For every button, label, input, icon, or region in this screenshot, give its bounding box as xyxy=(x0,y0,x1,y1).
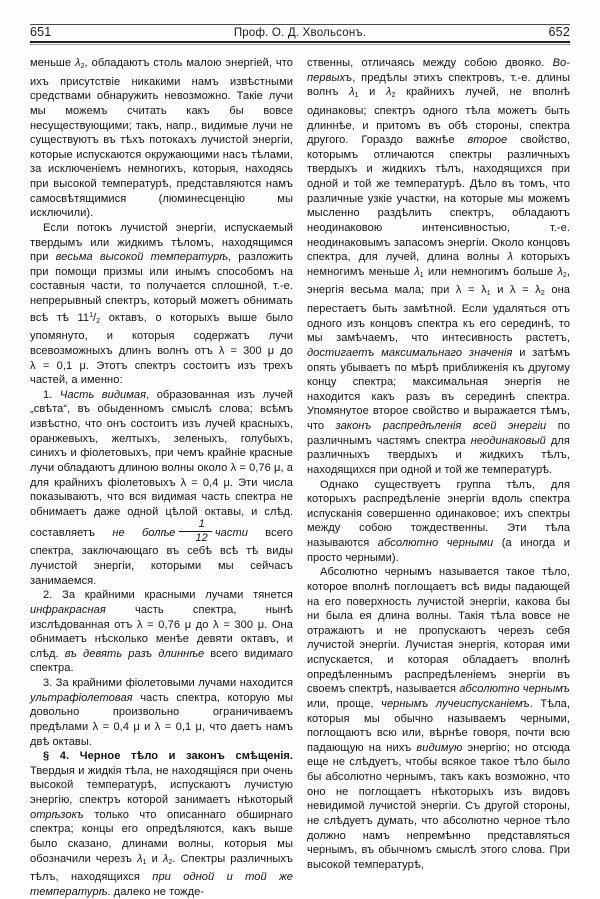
text-columns xyxy=(30,56,570,899)
text-run: , энергія весьма мала; при xyxy=(307,265,571,297)
lambda-subscript: 2 xyxy=(391,92,396,100)
text-run: и xyxy=(358,86,387,99)
text-run: За крайними фіолетовыми лучами находится xyxy=(55,677,293,689)
text-run: всего видимаго спектра. xyxy=(30,647,294,675)
text-run: . Спектры различныхъ тѣлъ, находящихся xyxy=(30,852,293,884)
lambda-symbol: λ xyxy=(507,251,513,264)
text-run: которыхъ немногимъ меньше xyxy=(307,251,570,278)
text-run: до xyxy=(191,618,214,631)
italic-term: второе xyxy=(467,134,508,147)
text-run: для различныхъ твердыхъ и жидкихъ тѣлъ, находящихся при одной и той же температурѣ. xyxy=(307,434,570,476)
paragraph-item-3 xyxy=(30,676,293,749)
text-run: октавъ, о которыхъ выше было упомянуто, и которыя содержатъ лучи всевозможныхъ длинъ волнъ отъ xyxy=(30,311,293,357)
equation-lambda-076: λ = 0,76 μ xyxy=(230,461,281,474)
lambda-symbol: λ xyxy=(162,852,169,865)
text-run: За крайними красными лучами тянется xyxy=(62,589,293,602)
text-run: (а иногда и просто черными). xyxy=(307,537,570,564)
lambda-symbol: λ xyxy=(557,265,563,278)
equation-lambda-300: λ = 300 μ xyxy=(218,344,275,357)
section-paragraph-4 xyxy=(30,749,293,899)
paragraph: Если потокъ лучистой энергіи, испускаемый твердымъ или жидкимъ тѣломъ, находящимся при весьма высокой температурѣ, разложить при помощи призмы или инымъ способомъ на составныя части, то получается сплошной, т.-е. непрерывный спектръ, который можетъ обнимать всѣ тѣ $11^1/_2$ октавъ, о которыхъ выше было упомянуто, и которыя содержатъ лучи всевозможныхъ длинъ волнъ отъ λ = 300 μ до λ = 0,1 μ. Этотъ спектръ состоитъ изъ трехъ частей, а именно: xyxy=(30,221,293,387)
italic-term: видимую xyxy=(416,741,463,754)
list-number: 3. xyxy=(43,677,56,689)
column-right xyxy=(307,56,570,899)
lambda-subscript: 1 xyxy=(419,271,424,279)
paragraph-black-body-definition xyxy=(307,565,570,872)
text-run: меньше xyxy=(30,57,76,69)
folio-right: 652 xyxy=(548,25,570,39)
text-run: и xyxy=(139,720,155,733)
list-number: 1. xyxy=(43,388,60,401)
text-run: до xyxy=(274,344,293,357)
text-run: . Этотъ спектръ состоитъ изъ трехъ частей, а именно: xyxy=(30,359,293,387)
text-run: ственны, отличаясь между собою двояко. xyxy=(307,57,553,69)
text-run: часть спектра, которую мы довольно произвольно ограничиваемъ предѣлами xyxy=(30,691,293,733)
equation-lambda-04: λ = 0,4 μ xyxy=(180,476,230,489)
text-run: . Эти числа показываютъ, что вся видимая часть спектра не обнимаетъ даже одной цѣлой октавы, и слѣд. составляетъ xyxy=(30,476,293,540)
text-run: Если потокъ лучистой энергіи, испускаемый твердымъ или жидкимъ тѣломъ, находящимся при xyxy=(30,221,293,264)
italic-phrase: при одной и той же температурѣ xyxy=(30,871,293,898)
lambda-subscript: 2 xyxy=(562,271,567,279)
section-heading: § 4. Черное тѣло и законъ смѣщенія. xyxy=(43,750,293,763)
italic-phrase: части xyxy=(214,527,248,540)
list-number: 2. xyxy=(43,589,63,602)
text-run: только что описаннаго обширнаго спектра; концы его опредѣляются, какъ выше было сказано, длинами волны, которыя мы обозначили черезъ xyxy=(30,808,293,865)
equation-lambda-300: λ = 300 μ xyxy=(213,618,265,631)
italic-term: неодинаковый xyxy=(470,434,546,447)
text-run: часть спектра, нынѣ изслѣдованная отъ xyxy=(30,603,293,631)
text-run: , предѣлы этихъ спектровъ, т.-е. длины волнъ xyxy=(307,71,570,99)
italic-phrase: достигаетъ максимальнаго значенія xyxy=(307,346,513,359)
fraction-denominator: 12 xyxy=(195,532,208,545)
italic-term: чернымъ лучеиспусканіемъ xyxy=(381,697,530,710)
text-run: Твердыя и жидкія тѣла, не находящіяся при очень высокой температурѣ, испускаютъ лучистую энергію, спектръ которой занимаетъ нѣкоторый xyxy=(30,764,293,806)
text-run: она перестаетъ быть замѣтной. Если удаляться отъ одного изъ концовъ спектра къ его серединѣ, то мы замѣчаемъ, что интесивность растетъ, xyxy=(307,284,570,345)
text-run: . далеко не тожде- xyxy=(107,885,205,898)
paragraph-black-bodies xyxy=(307,478,570,566)
fraction-denominator: 2 xyxy=(96,317,101,325)
lambda-subscript: 1 xyxy=(486,290,491,298)
text-run: крайнихъ лучей, не вполнѣ одинаковы; спектръ одного тѣла можетъ быть длиннѣе, и притомъ въ обѣ стороны, спектра другого. Гораздо важнѣе xyxy=(307,86,570,147)
text-run: . Она обнимаетъ нѣсколько менѣе девяти октавъ, и слѣд. xyxy=(30,618,293,660)
equation-lambda-01: λ = 0,1 μ xyxy=(30,359,86,372)
text-run: и xyxy=(146,852,163,865)
paragraph-continuation xyxy=(30,56,293,221)
lambda-subscript: 2 xyxy=(540,290,545,298)
text-run: Абсолютно чернымъ называется такое тѣло, которое вполнѣ поглощаетъ всѣ виды падающей на его поверхность лучистой энергіи, какова бы ни была ея длина волны. Такія тѣла вовсе не отражаютъ и не пропускаютъ черезъ себя лучистой энергіи. Лучистая энергія, которая ими испускается, и которая обладаетъ вполнѣ опредѣленнымъ распредѣленіемъ энергіи въ своемъ спектрѣ, называется xyxy=(307,566,570,696)
lambda-symbol: λ xyxy=(137,852,143,865)
italic-term: инфракрасная xyxy=(30,603,106,616)
text-run: свойство, которымъ отличаются спектры различныхъ твердыхъ и жидкихъ тѣлъ, находящихся при одной и той же температурѣ. Дѣло въ томъ, что различные узкіе участки, на которые мы можемъ мысленно раздѣлить спектръ, обладаютъ неодинаковою интенсивностью, т.-е. неодинаковымъ запасомъ энергіи. Около концовъ спектра, для лучей, длина волны xyxy=(307,134,570,264)
fraction-numerator: 1 xyxy=(89,311,94,319)
italic-term: отрѣзокъ xyxy=(30,808,84,821)
text-run: и xyxy=(490,284,511,297)
italic-phrase: весьма высокой температурѣ xyxy=(55,251,228,264)
fraction-one-twelfth xyxy=(179,519,212,544)
text-run: , разложить при помощи призмы или инымъ способомъ на составныя части, то получается сплошной, т.-е. непрерывный спектръ, который можетъ обнимать всѣ тѣ 11 xyxy=(30,251,293,324)
text-run: . Тѣла, которыя мы обычно называемъ черными, поглощаютъ всю или, вѣрнѣе говоря, почти всю падающую на нихъ xyxy=(307,697,570,754)
text-run: энергію; но отсюда еще не слѣдуетъ, чтобы всякое такое тѣло было бы абсолютно чернымъ, такъ какъ возможно, что оно не поглощаетъ нѣкоторыхъ изъ видовъ невидимой лучистой энергіи. Съ другой стороны, не слѣдуетъ думать, что абсолютно черное тѣло должно намъ непремѣнно представляться чернымъ, въ обычномъ смыслѣ этого слова. При высокой температурѣ, xyxy=(307,741,570,871)
equation-lambda-076: λ = 0,76 μ xyxy=(136,618,192,631)
text-run: всего спектра, заключающаго въ себѣ всѣ тѣ виды лучистой энергіи, которыми мы сейчасъ занимаемся. xyxy=(30,527,293,587)
italic-phrase: законъ распредѣленія всей энергіи xyxy=(335,420,547,432)
lambda-subscript: 2 xyxy=(168,858,173,866)
italic-term: ультрафіолетовая xyxy=(30,691,133,704)
paragraph-continuation xyxy=(307,56,570,478)
lambda-subscript: 2 xyxy=(80,63,85,70)
running-head-title: Проф. О. Д. Хвольсонъ. xyxy=(233,27,367,39)
equation-lambda-equals: λ = λ xyxy=(455,284,487,297)
text-run: по различнымъ частямъ спектра xyxy=(307,420,570,447)
lambda-symbol: λ xyxy=(75,57,81,69)
italic-phrase: Во-первыхъ xyxy=(307,57,570,84)
text-run: , а для крайнихъ фіолетовыхъ xyxy=(30,461,294,489)
text-run: , что даетъ намъ двѣ октавы. xyxy=(30,720,293,748)
header-rule-top xyxy=(30,24,570,25)
text-run: , обладаютъ столь малою энергіей, что ихъ присутствіе никакими намъ извѣстными средствами обнаружить невозможно. Такіе лучи мы можемъ считать какъ бы вовсе несуществующими; такъ, напр., видимые лучи не существуютъ въ тѣхъ потокахъ лучистой энергіи, которые испускаются окружающими насъ тѣлами, за исключеніемъ немногихъ, которыя, находясь при высокой температурѣ, представляются намъ самосвѣтящимися (люминесценцію мы исключили). xyxy=(30,57,293,220)
lambda-subscript: 1 xyxy=(142,858,147,866)
equation-lambda-equals: λ = λ xyxy=(510,284,541,297)
lambda-symbol: λ xyxy=(349,86,355,99)
paragraph-item-1 xyxy=(30,388,293,589)
italic-phrase: въ девять разъ длиннѣе xyxy=(64,647,205,660)
italic-phrase: не болѣе xyxy=(112,527,176,540)
fraction-numerator: 1 xyxy=(198,518,205,531)
equation-lambda-04: λ = 0,4 μ xyxy=(92,720,140,733)
italic-term: абсолютно черными xyxy=(377,537,494,549)
text-run: и затѣмъ опять убываетъ по мѣрѣ приближенія къ другому концу спектра; максимальная энергія не находится какъ разъ въ серединѣ спектра. Упомянутое второе свойство и выражается тѣмъ, что xyxy=(307,346,571,432)
text-run: или, проще, xyxy=(307,697,382,710)
italic-term: абсолютно чернымъ xyxy=(459,683,570,696)
header-rule-bottom xyxy=(30,41,570,43)
text-run: , образованная изъ лучей „свѣта“, въ обыденномъ смыслѣ слова; всѣмъ извѣстно, что онъ состоитъ изъ лучей красныхъ, оранжевыхъ, желтыхъ, зеленыхъ, голубыхъ, синихъ и фіолетовыхъ, при чемъ крайніе красные лучи обладаютъ длиною волны около xyxy=(30,388,293,474)
running-head xyxy=(30,0,570,44)
lambda-symbol: λ xyxy=(414,265,420,278)
column-left xyxy=(30,56,293,899)
equation-lambda-01: λ = 0,1 μ xyxy=(154,720,202,733)
text-run: или немногимъ больше xyxy=(423,265,558,278)
header-rule-hairline xyxy=(30,44,570,45)
italic-term: Часть видимая xyxy=(59,388,147,401)
text-run: Однако существуетъ группа тѣлъ, для которыхъ распредѣленіе энергіи вдоль спектра испусканія совершенно одинаковое; ихъ спектры между собою тождественны. Эти тѣла называются xyxy=(307,478,570,549)
folio-left: 651 xyxy=(30,25,52,39)
lambda-subscript: 1 xyxy=(354,92,359,100)
lambda-symbol: λ xyxy=(386,86,392,99)
paragraph-item-2 xyxy=(30,588,293,676)
